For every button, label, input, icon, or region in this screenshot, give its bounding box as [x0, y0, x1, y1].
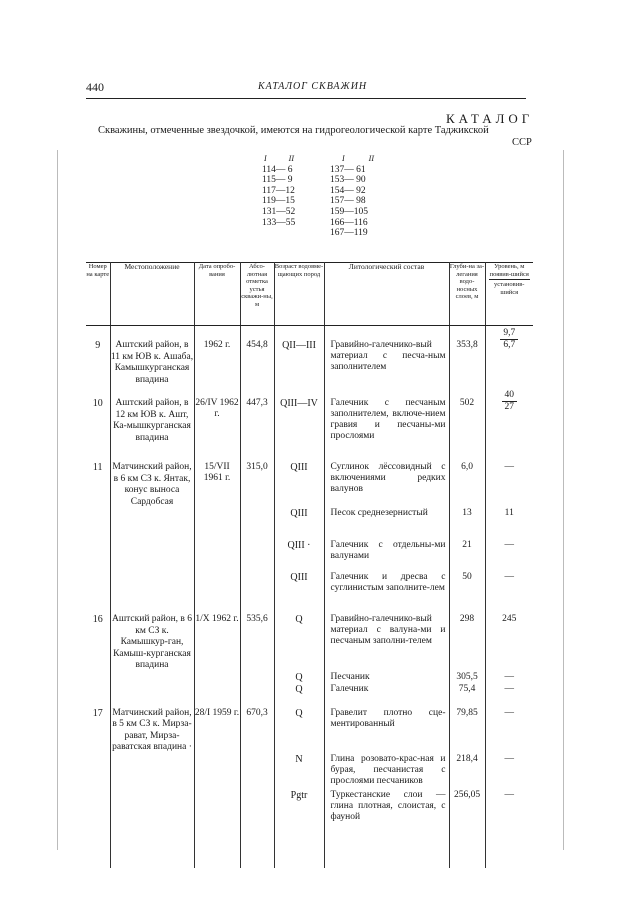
level-fraction: [500, 328, 518, 351]
index-right-item: 166—116: [330, 217, 368, 228]
row-lith: Гравийно-галечнико-вый материал с валуна-ми и песчаным заполни-телем: [324, 614, 449, 672]
row-depth: 79,85: [449, 708, 485, 754]
row-level: —: [504, 683, 514, 694]
row-abs: 670,3: [240, 708, 274, 754]
table-row: [86, 754, 533, 790]
header-level-bottom: установив-шийся: [494, 281, 525, 296]
row-level: —: [504, 707, 514, 718]
row-date: 15/VII 1961 г.: [194, 462, 240, 508]
row-depth: 13: [449, 508, 485, 540]
row-lith: Песок среднезернистый: [324, 508, 449, 540]
row-level: 11: [504, 508, 514, 518]
row-age: QIII ·: [274, 540, 324, 572]
row-depth: 298: [449, 614, 485, 672]
row-level: [485, 390, 533, 462]
table-row: [86, 540, 533, 572]
header-rule: [86, 98, 526, 99]
table-spacer-row: [86, 326, 533, 341]
index-left-item: 114— 6: [262, 164, 293, 175]
header-lith: Литологический состав: [324, 263, 449, 326]
header-location: Местоположение: [110, 263, 194, 326]
index-right-item: 167—119: [330, 228, 368, 239]
index-column-left: [262, 154, 295, 228]
table-row: [86, 508, 533, 540]
index-left-item: 117—12: [262, 185, 295, 196]
row-depth: 21: [449, 540, 485, 572]
table-row: [86, 684, 533, 708]
row-location: Аштский район, в 12 км ЮВ к. Ашт, Ка-мышкурганская впадина: [110, 398, 194, 462]
index-header-2: II: [368, 154, 374, 163]
row-num: 11: [86, 462, 110, 508]
header-abs: Абсо-лютная отметка устья скважи-ны, м: [240, 263, 274, 326]
table-row: [86, 708, 533, 754]
index-left-item: 115— 9: [262, 175, 293, 186]
row-level: —: [504, 572, 514, 582]
header-depth: Глуби-на за-легания водо-носных слоев, м: [449, 263, 485, 326]
level-appeared: 40: [502, 390, 518, 402]
index-right-item: 159—105: [330, 206, 368, 217]
header-level-top: Уровень, м появив-шийся: [489, 263, 531, 280]
table-row: [86, 462, 533, 508]
index-right-item: 157— 98: [330, 196, 366, 207]
index-header-1: I: [342, 154, 345, 163]
catalog-title: КАТАЛОГ: [446, 111, 534, 126]
index-column-right: [330, 154, 374, 239]
row-depth: 6,0: [449, 462, 485, 508]
row-num: 9: [86, 340, 110, 398]
row-abs: 447,3: [240, 398, 274, 462]
row-age: Q: [274, 672, 324, 684]
row-num: 17: [86, 708, 110, 754]
table-row: [86, 340, 533, 398]
row-lith: Суглинок лёссовидный с включениями редких валунов: [324, 462, 449, 508]
index-right-item: 154— 92: [330, 185, 366, 196]
row-lith: Туркестанские слои — глина плотная, слоистая, с фауной: [324, 790, 449, 830]
row-depth: 75,4: [449, 684, 485, 708]
row-age: Pgtr: [274, 790, 324, 830]
header-num: Номер на карте: [86, 263, 110, 326]
index-left-item: 131—52: [262, 206, 296, 217]
row-lith: Песчаник: [324, 672, 449, 684]
row-age: Q: [274, 708, 324, 754]
row-lith: Галечник: [324, 684, 449, 708]
row-age: QIII: [274, 462, 324, 508]
row-depth: 218,4: [449, 754, 485, 790]
row-num: 10: [86, 398, 110, 462]
row-age: QIII: [274, 508, 324, 540]
row-date: 1962 г.: [194, 340, 240, 398]
index-header-1: I: [264, 154, 267, 163]
row-level: —: [504, 540, 514, 550]
level-established: 6,7: [503, 340, 516, 350]
header-level: [485, 263, 533, 326]
row-abs: 454,8: [240, 340, 274, 398]
row-depth: 256,05: [449, 790, 485, 830]
table-row: [86, 790, 533, 830]
catalog-note: [98, 125, 532, 148]
row-date: 26/IV 1962 г.: [194, 398, 240, 462]
row-lith: Глина розовато-крас-ная и бурая, песчанистая с прослоями песчаников: [324, 754, 449, 790]
row-lith: Галечник с отдельны-ми валунами: [324, 540, 449, 572]
row-abs: 535,6: [240, 614, 274, 672]
index-header-2: II: [288, 154, 294, 163]
row-location: Аштский район, в 11 км ЮВ к. Ашаба, Камышкурганская впадина: [110, 340, 194, 398]
level-established: 27: [504, 402, 514, 412]
row-location: Матчинский район, в 6 км СЗ к. Янтак, конус выноса Сардобсая: [110, 462, 194, 508]
page-margin-line-right: [563, 150, 564, 850]
row-level: —: [504, 462, 514, 472]
row-lith: Галечник с песчаным заполнителем, включе-нием гравия и песчаны-ми прослоями: [324, 398, 449, 462]
index-left-item: 133—55: [262, 217, 296, 228]
index-right-header: [330, 154, 374, 165]
row-location: Матчинский район, в 5 км СЗ к. Мирза-рават, Мирза-раватская впадина ·: [110, 708, 194, 754]
index-left-header: [262, 154, 295, 165]
row-location: [110, 508, 194, 540]
row-date: 1/X 1962 г.: [194, 614, 240, 672]
row-num: 16: [86, 614, 110, 672]
row-age: N: [274, 754, 324, 790]
page-number: 440: [86, 80, 104, 94]
row-level: —: [504, 753, 514, 764]
row-depth: 305,5: [449, 672, 485, 684]
table-row: [86, 672, 533, 684]
table-tail-row: [86, 830, 533, 868]
row-lith: Гравийно-галечнико-вый материал с песча-ным заполнителем: [324, 340, 449, 398]
row-abs: 315,0: [240, 462, 274, 508]
row-location: Аштский район, в 6 км СЗ к. Камышкур-ган, Камыш-курганская впадина: [111, 614, 193, 670]
row-lith: Галечник и дресва с суглинистым заполните-лем: [324, 572, 449, 614]
index-right-item: 137— 61: [330, 164, 366, 175]
row-age: QIII: [274, 572, 324, 614]
catalog-note-tail: ССР: [512, 137, 532, 148]
row-depth: 502: [449, 398, 485, 462]
table-header-row: [86, 263, 533, 326]
row-age: QIII—IV: [274, 398, 324, 462]
row-depth: 50: [449, 572, 485, 614]
table-row: [86, 572, 533, 614]
row-lith: Гравелит плотно сце-ментированный: [324, 708, 449, 754]
row-level: 245: [502, 614, 517, 624]
row-level: —: [504, 789, 514, 800]
header-date: Дата опробо-вания: [194, 263, 240, 326]
row-level: —: [504, 671, 514, 682]
table-row: [86, 614, 533, 672]
row-age: QII—III: [274, 340, 324, 398]
table-row: [86, 398, 533, 462]
row-age: Q: [274, 614, 324, 672]
index-left-item: 119—15: [262, 196, 295, 207]
index-right-item: 153— 90: [330, 175, 366, 186]
row-date: 28/I 1959 г.: [194, 708, 240, 754]
wells-catalog-table: [86, 262, 533, 868]
level-fraction: [502, 390, 518, 413]
header-age: Возраст водовме-щающих пород: [274, 263, 324, 326]
page-margin-line-left: [57, 150, 58, 850]
catalog-note-text: Скважины, отмеченные звездочкой, имеются на гидрогеологической карте Таджикской: [98, 125, 489, 136]
row-depth: 353,8: [449, 340, 485, 398]
level-appeared: 9,7: [500, 328, 518, 340]
row-age: Q: [274, 684, 324, 708]
running-head: КАТАЛОГ СКВАЖИН: [258, 81, 368, 92]
